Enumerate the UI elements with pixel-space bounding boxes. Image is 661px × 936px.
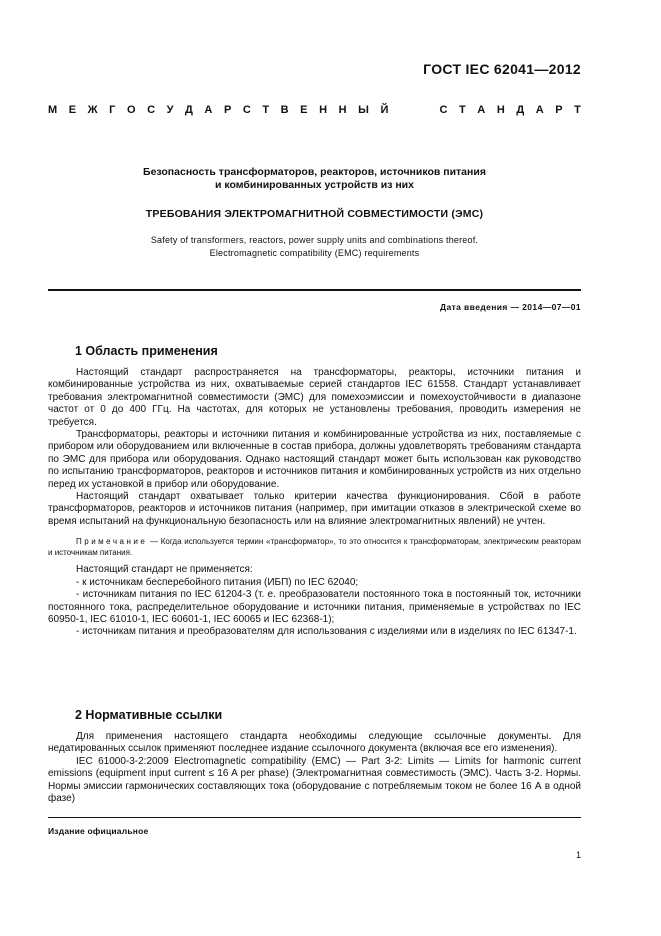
list-item: - к источникам бесперебойного питания (ИБП) по IEC 62040; [76,576,359,588]
note-label: Примечание [76,537,148,547]
banner-letter: А [535,104,544,116]
banner-letter: А [477,104,486,116]
banner-letter: А [204,104,213,116]
banner-letter: Р [223,104,232,116]
title-ru-line1: Безопасность трансформаторов, реакторов, источников питания [143,166,486,178]
note [48,536,581,558]
footer-divider [48,817,581,818]
title-english [48,234,581,260]
paragraph: Настоящий стандарт охватывает только критерии качества функционирования. Сбой в работе трансформаторов, реакторов и источников питания (например, при имитации отказов в электрической схеме во время испытаний на функциональную безопасность или на влияние электромагнитных явлений) не учтен. [48,491,581,527]
paragraph: Трансформаторы, реакторы и источники питания и комбинированные устройства из них, поставляемые с прибором или оборудованием или включенные в состав прибора, должны удовлетворять требованиям стандарта по ЭМС для прибора или оборудования. Однако настоящий стандарт может быть использован как руководство по испытанию трансформаторов, реакторов и источников питания и комбинированных устройств из них отдельно перед их установкой в прибор или оборудование. [48,429,581,490]
section-2-body [48,731,581,805]
section-2-heading: 2 Нормативные ссылки [75,708,223,722]
official-edition-label: Издание официальное [48,826,149,836]
banner-letter: Т [459,104,466,116]
introduction-date: Дата введения — 2014—07—01 [440,302,581,312]
banner-word-gap [400,104,428,116]
banner-letter: С [242,104,251,116]
banner-letter: С [147,104,156,116]
gost-code: ГОСТ IEC 62041—2012 [423,61,581,77]
banner-letter: М [48,104,58,116]
note-text: — Когда используется термин «трансформатор», то это относится к трансформаторам, электрическим реакторам и источникам питания. [48,537,581,558]
banner-letter: В [280,104,289,116]
title-divider [48,289,581,291]
banner-letter: Г [109,104,116,116]
list-item: - источникам питания по IEC 61204-3 (т. е. преобразователи постоянного тока в постоянный ток, источники постоянного тока, распределительное оборудование и источники питания, применяемые в устройствах по IEC 60950-1, IEC 61010-1, IEC 60601-1, IEC 60065 и IEC 62368-1); [48,589,581,625]
banner-letter: О [126,104,136,116]
banner-letter: Н [338,104,347,116]
banner-letter: С [439,104,448,116]
title-russian [48,166,581,192]
banner-letter: Н [496,104,505,116]
title-en-line2: Electromagnetic compatibility (EMC) requirements [209,248,420,258]
banner-letter: Н [319,104,328,116]
section-1-heading: 1 Область применения [75,344,218,358]
banner-letter: Д [516,104,525,116]
banner-letter: Е [68,104,77,116]
banner-letter: Й [380,104,389,116]
requirements-title: ТРЕБОВАНИЯ ЭЛЕКТРОМАГНИТНОЙ СОВМЕСТИМОСТИ (ЭМС) [145,208,484,220]
title-ru-line2: и комбинированных устройств из них [215,179,414,191]
page-number: 1 [575,850,581,860]
paragraph: Для применения настоящего стандарта необходимы следующие ссылочные документы. Для недатированных ссылок применяют последнее издание ссылочного документа (включая все его изменения). [48,731,581,755]
title-en-line1: Safety of transformers, reactors, power supply units and combinations thereof. [150,235,479,245]
banner-letter: Д [185,104,193,116]
banner-letter: Е [300,104,308,116]
banner-letter: У [166,104,174,116]
paragraph: IEC 61000-3-2:2009 Electromagnetic compatibility (EMC) — Part 3-2: Limits — Limits for harmonic current emissions (equipment input current ≤ 16 A per phase) (Электромагнитная совместимость (ЭМС). Часть 3-2. Нормы. Нормы эмиссии гармонических составляющих тока (оборудование с потребляемым током не более 16 А в одной фазе) [48,755,581,805]
paragraph: Настоящий стандарт распространяется на трансформаторы, реакторы, источники питания и комбинированные устройства из них, охватываемые серией стандартов IEC 61558. Стандарт устанавливает требования электромагнитной совместимости (ЭМС) для помехоэмиссии и помехоустойчивости в диапазоне частот от 0 до 400 ГГц. На частотах, для которых не установлены требования, проводить измерения не требуется. [48,367,581,428]
banner-letter: Ж [87,104,98,116]
list-item: - источникам питания и преобразователям для использования с изделиями или в изделиях по IEC 61347-1. [76,626,577,638]
interstate-standard-banner [48,104,581,116]
banner-letter: Т [262,104,270,116]
title-block [48,166,581,260]
section-1-body [48,367,581,639]
banner-letter: Т [574,104,581,116]
paragraph: Настоящий стандарт не применяется: [76,564,253,576]
banner-letter: Р [555,104,563,116]
banner-letter: Ы [358,104,369,116]
